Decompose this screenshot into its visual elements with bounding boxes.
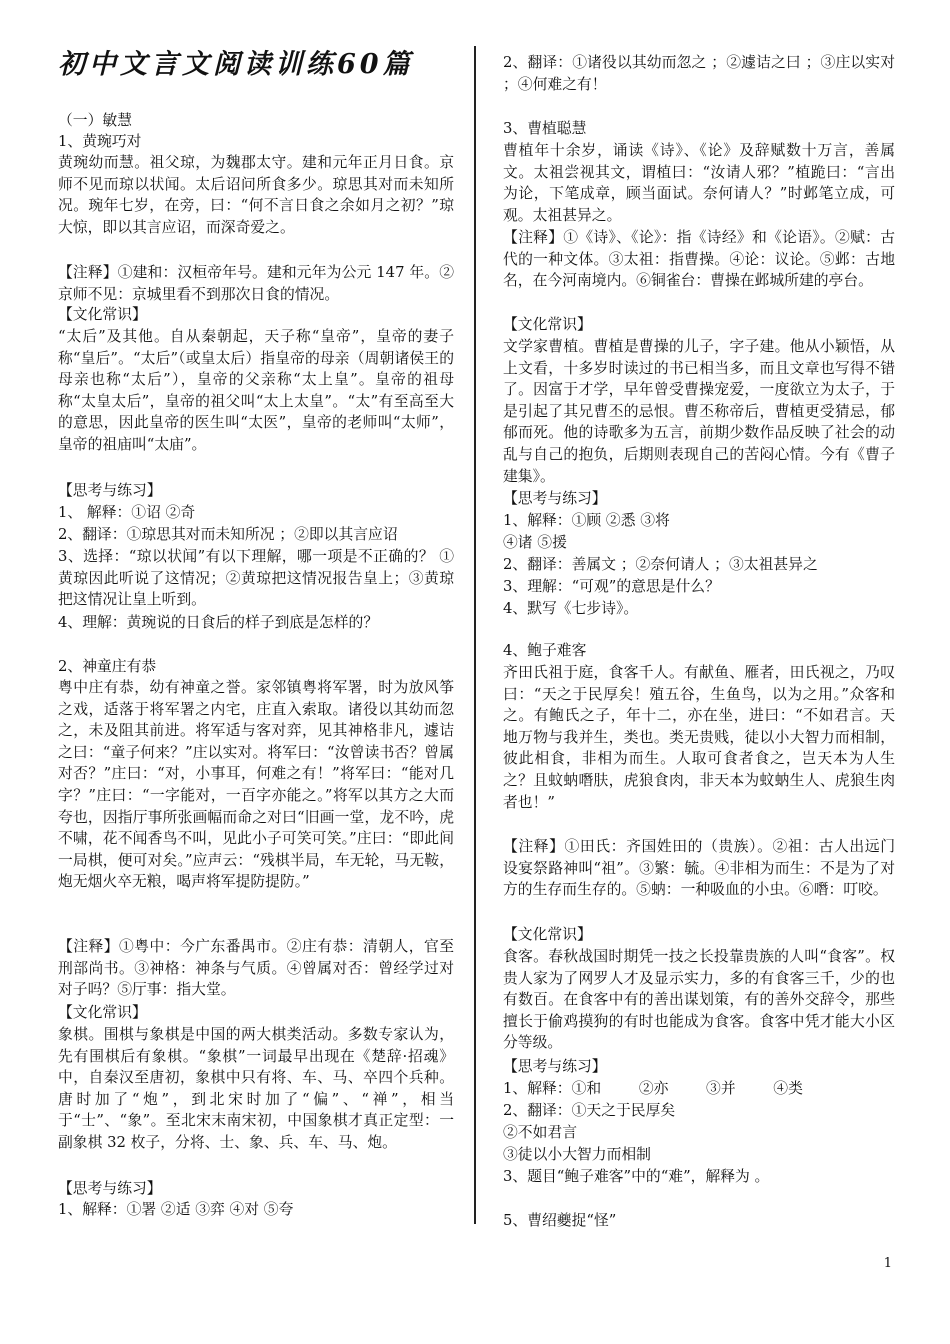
- exercise-item: 1、解释：①署 ②适 ③弈 ④对 ⑤夸: [58, 1201, 294, 1218]
- exercise-item: 2、翻译：①天之于民厚矣: [503, 1102, 676, 1119]
- exercise-heading: 【思考与练习】: [58, 482, 162, 499]
- story-text: 粤中庄有恭，幼有神童之誉。家邻镇粤将军署，时为放风筝之戏，适落于将军署之内宅，庄直入索取。诸役以其幼而忽之，未及阻其前进。将军适与客对弈，见其神格非凡，遽诘之曰：“童子何来？”庄以实对。将军曰：“汝曾读书否？曾属对否？”庄曰：“对，小事耳，何难之有！”将军曰：“能对几字？”庄曰：“一字能对，一百字亦能之。”将军以其方之大而夸也，因指厅事所张画幅而命之对曰“旧画一堂，龙不吟，虎不啸，花不闻香鸟不叫，见此小子可笑可笑。”庄曰：“即此间一局棋，便可对矣。”应声云：“残棋半局，车无轮，马无鞍，炮无烟火卒无粮，喝声将军提防提防。”: [58, 679, 454, 891]
- exercise-item: 1、解释：①和 ②亦 ③并 ④类: [503, 1080, 803, 1097]
- document-title: 初中文言文阅读训练60篇: [58, 49, 414, 80]
- column-divider: [474, 46, 476, 1224]
- exercise-item: 1、 解释：①诏 ②奇: [58, 504, 196, 521]
- culture-text: 象棋。围棋与象棋是中国的两大棋类活动。多数专家认为，先有围棋后有象棋。“象棋”一词最早出现在《楚辞·招魂》中，自秦汉至唐初，象棋中只有将、车、马、卒四个兵种。唐时加了“炮”，到北宋时加了“偏”、“禅”，相当于“士”、“象”。至北宋末南宋初，中国象棋才真正定型：一副象棋 32 枚子，分将、士、象、兵、车、马、炮。: [58, 1026, 454, 1151]
- exercise-item: 4、理解：黄琬说的日食后的样子到底是怎样的？: [58, 614, 379, 631]
- annotation: 【注释】①粤中：今广东番禺市。②庄有恭：清朝人，官至刑部尚书。③神格：神条与气质。④曾属对否：曾经学过对对子吗？⑤厅事：指大堂。: [58, 938, 454, 999]
- story-text: 齐田氏祖于庭，食客千人。有献鱼、雁者，田氏视之，乃叹曰：“天之于民厚矣！殖五谷，生鱼鸟，以为之用。”众客和之。有鲍氏之子，年十二，亦在坐，进曰：“不如君言。天地万物与我并生，类也。类无贵贱，徒以小大智力而相制，彼此相食，非相为而生。人取可食者食之，岂天本为人生之？且蚊蚋噆肤，虎狼食肉，非天本为蚊蚋生人、虎狼生肉者也！”: [503, 664, 895, 811]
- exercise-heading: 【思考与练习】: [503, 1058, 607, 1075]
- page-number: 1: [883, 1256, 892, 1271]
- story-title: 2、神童庄有恭: [58, 658, 157, 675]
- story-text: 曹植年十余岁，诵读《诗》、《论》及辞赋数十万言，善属文。太祖尝视其文，谓植曰：“汝请人邪？”植跪曰：“言出为论，下笔成章，顾当面试。奈何请人？”时邺笔立成，可观。太祖甚异之。: [503, 142, 895, 224]
- story-text: 黄琬幼而慧。祖父琼，为魏郡太守。建和元年正月日食。京师不见而琼以状闻。太后诏问所食多少。琼思其对而未知所况。琬年七岁，在旁，曰：“何不言日食之余如月之初？”琼大惊，即以其言应诏，而深奇爱之。: [58, 154, 454, 236]
- exercise-item: ②不如君言: [503, 1124, 577, 1141]
- exercise-item: ④诸 ⑤援: [503, 534, 567, 551]
- exercise-item: 3、选择：“琼以状闻”有以下理解，哪一项是不正确的？ ①黄琼因此听说了这情况；②黄琼把这情况报告皇上；③黄琼把这情况让皇上听到。: [58, 548, 454, 609]
- annotation: 【注释】①《诗》、《论》：指《诗经》和《论语》。②赋：古代的一种文体。③太祖：指曹操。④论：议论。⑤邺：古地名，在今河南境内。⑥铜雀台：曹操在邺城所建的亭台。: [503, 229, 895, 290]
- annotation: 【注释】①建和：汉桓帝年号。建和元年为公元 147 年。②京师不见：京城里看不到那次日食的情况。: [58, 264, 454, 303]
- exercise-item: 3、题目“鲍子难客”中的“难”，解释为 。: [503, 1168, 770, 1185]
- culture-heading: 【文化常识】: [503, 926, 592, 943]
- culture-text: 食客。春秋战国时期凭一技之长投靠贵族的人叫“食客”。权贵人家为了网罗人才及显示实力，多的有食客三千，少的也有数百。在食客中有的善出谋划策，有的善外交辞令，那些擅长于偷鸡摸狗的有时也能成为食客。食客中凭才能大小区分等级。: [503, 948, 895, 1052]
- section-heading: （一）敏慧: [58, 112, 132, 129]
- exercise-item: 1、解释：①顾 ②悉 ③将: [503, 512, 670, 529]
- story-title: 4、鲍子难客: [503, 642, 587, 659]
- story-title: 1、黄琬巧对: [58, 133, 142, 150]
- story-title: 3、曹植聪慧: [503, 120, 587, 137]
- exercise-item: 2、翻译：善属文 ；②奈何请人 ；③太祖甚异之: [503, 556, 818, 573]
- culture-heading: 【文化常识】: [58, 306, 147, 323]
- story-title: 5、曹绍夔捉“怪”: [503, 1212, 617, 1229]
- exercise-item: 4、默写《七步诗》。: [503, 600, 639, 617]
- exercise-item: 2、翻译：①琼思其对而未知所况 ；②即以其言应诏: [58, 526, 398, 543]
- annotation: 【注释】①田氏：齐国姓田的（贵族）。②祖：古人出远门设宴祭路神叫“祖”。③繁：毓。④非相为而生：不是为了对方的生存而生存的。⑤蚋：一种吸血的小虫。⑥噆：叮咬。: [503, 838, 895, 899]
- exercise-item: ③徒以小大智力而相制: [503, 1146, 651, 1163]
- exercise-item: 3、理解：“可观”的意思是什么？: [503, 578, 720, 595]
- exercise-heading: 【思考与练习】: [58, 1180, 162, 1197]
- culture-text: 文学家曹植。曹植是曹操的儿子，字子建。他从小颖悟，从上文看，十多岁时读过的书已相当多，而且文章也写得不错了。因富于才学，早年曾受曹操宠爱，一度欲立为太子，于是引起了其兄曹丕的忌恨。曹丕称帝后，曹植更受猜忌，郁郁而死。他的诗歌多为五言，前期少数作品反映了社会的动乱与自己的抱负，后期则表现自己的苦闷心情。今有《曹子建集》。: [503, 338, 895, 485]
- exercise-item: 2、翻译：①诸役以其幼而忽之 ；②遽诘之曰 ；③庄以实对 ；④何难之有！: [503, 54, 895, 93]
- exercise-heading: 【思考与练习】: [503, 490, 607, 507]
- culture-heading: 【文化常识】: [503, 316, 592, 333]
- culture-heading: 【文化常识】: [58, 1004, 147, 1021]
- culture-text: “太后”及其他。自从秦朝起，天子称“皇帝”，皇帝的妻子称“皇后”。“太后”（或皇太后）指皇帝的母亲（周朝诸侯王的母亲也称“太后”），皇帝的父亲称“太上皇”。皇帝的祖母称“太皇太后”，皇帝的祖父叫“太上太皇”。“太”有至高至大的意思，因此皇帝的医生叫“太医”，皇帝的老师叫“太师”，皇帝的祖庙叫“太庙”。: [58, 328, 454, 453]
